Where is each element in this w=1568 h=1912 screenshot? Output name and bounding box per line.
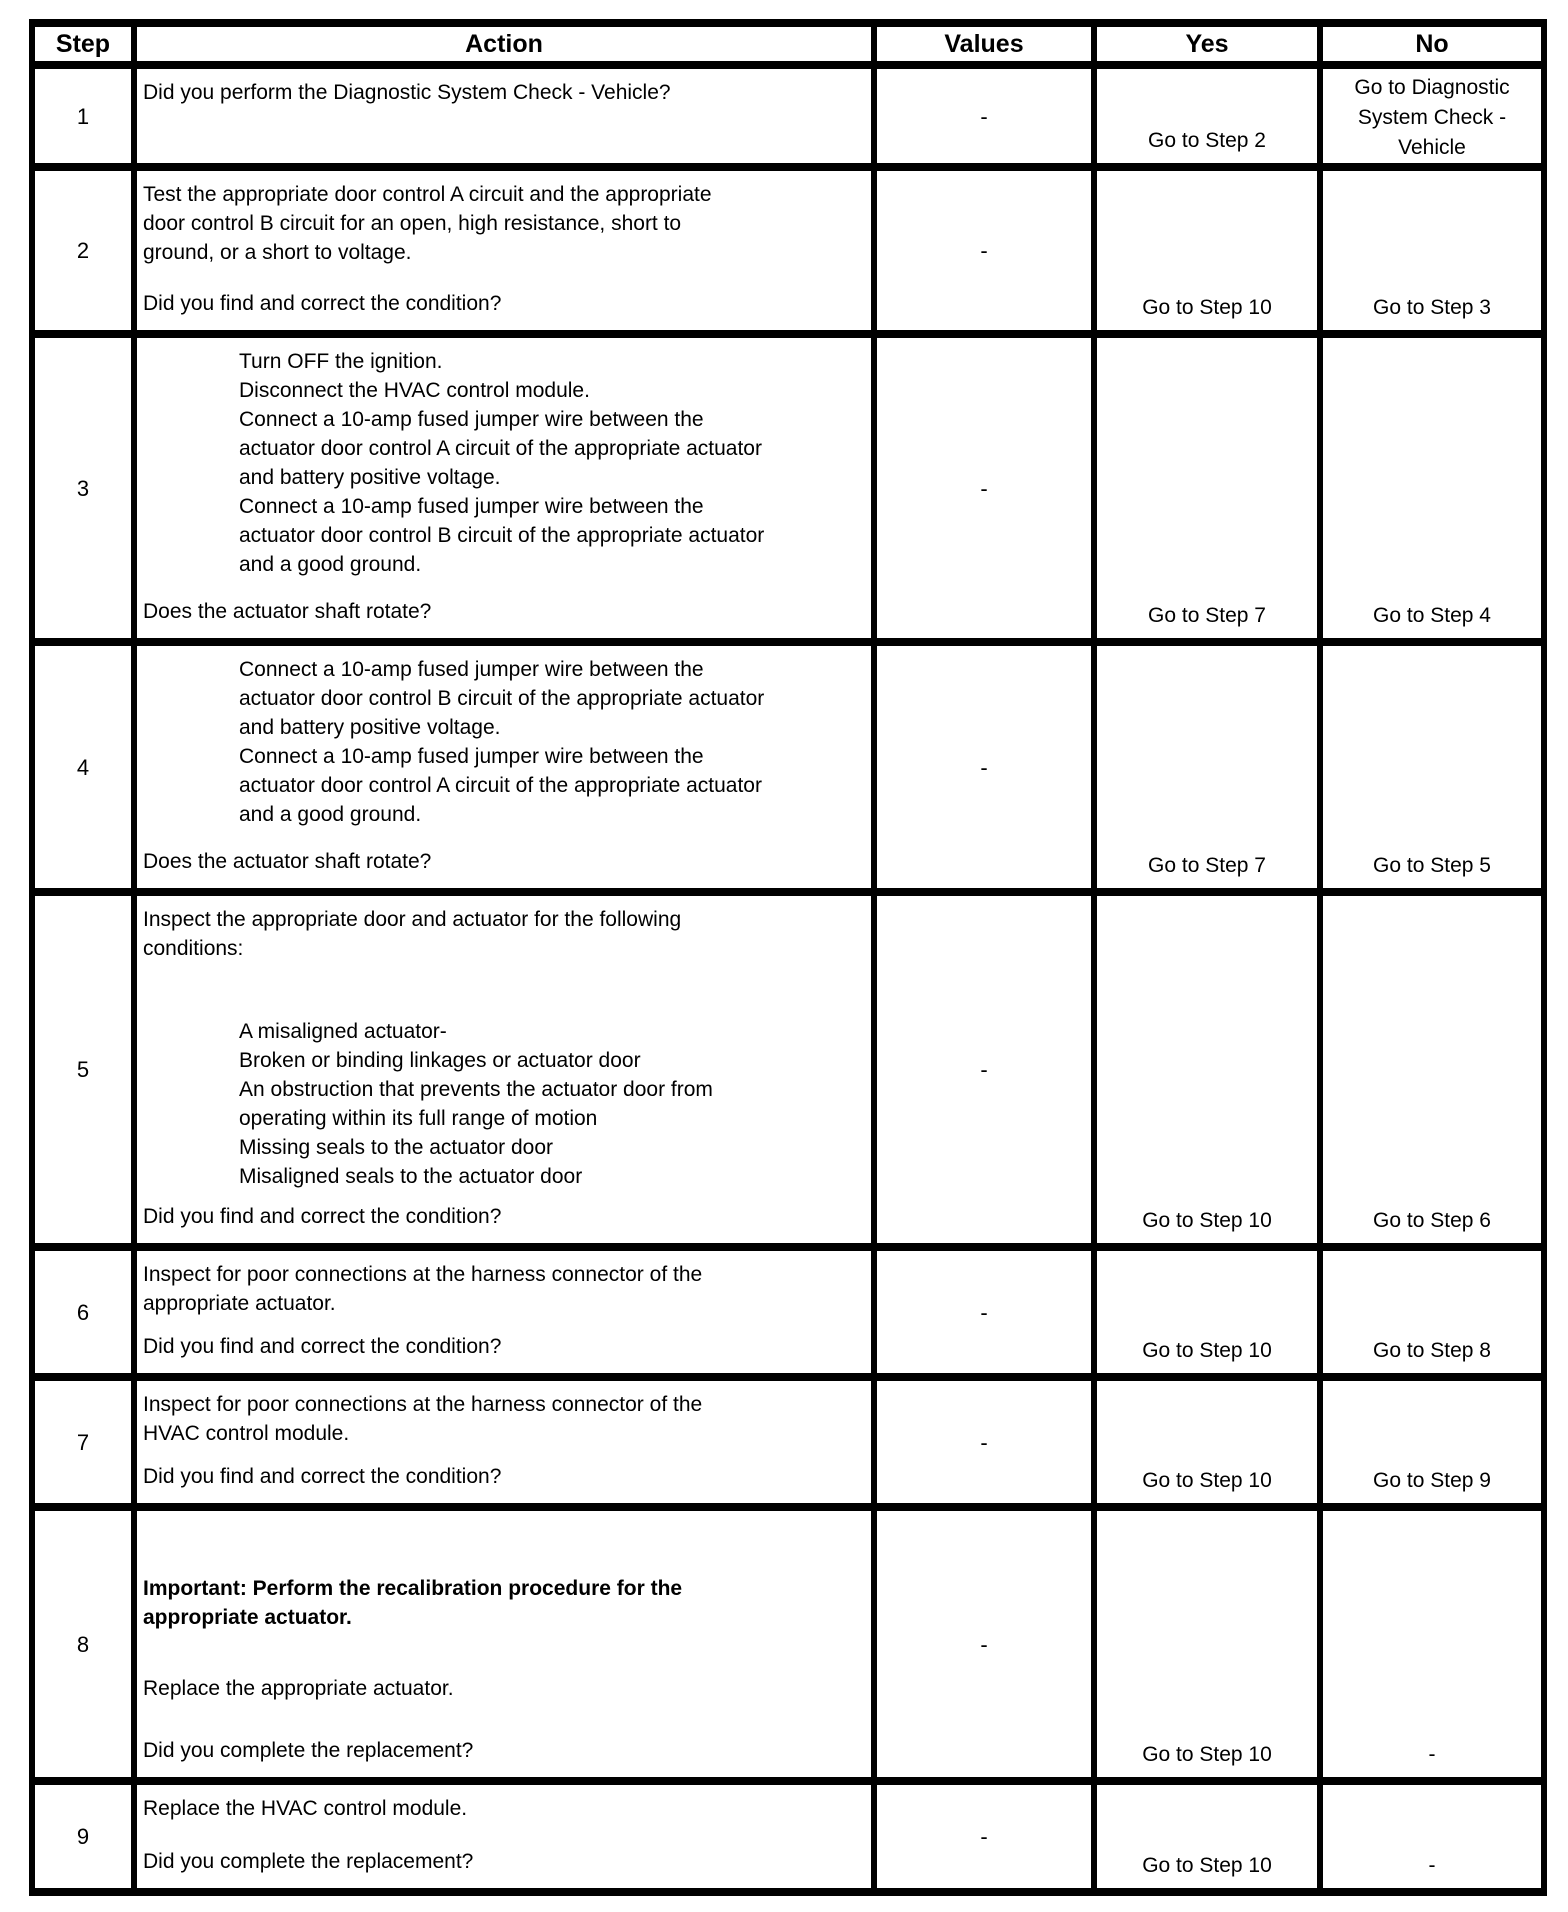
- table-row: [32, 334, 1544, 642]
- action-text-line: Replace the HVAC control module.: [143, 1797, 468, 1820]
- action-cell: [134, 642, 874, 892]
- action-cell-content: [137, 171, 871, 324]
- action-cell: [134, 65, 874, 167]
- table-header-row: [32, 23, 1544, 65]
- action-text-line: actuator door control A circuit of the appropriate actuator: [239, 437, 762, 460]
- table-row: [32, 1377, 1544, 1507]
- values-cell: [874, 892, 1094, 1247]
- action-list-block: [143, 655, 867, 829]
- no-cell: [1320, 1247, 1544, 1377]
- action-cell: [134, 1377, 874, 1507]
- yes-instruction: Go to Step 10: [1142, 296, 1272, 319]
- step-cell: [32, 65, 134, 167]
- values-cell: [874, 167, 1094, 334]
- action-para-block: [143, 180, 867, 267]
- step-cell: [32, 1377, 134, 1507]
- table-row: [32, 1781, 1544, 1892]
- yes-instruction: Go to Step 2: [1148, 129, 1266, 152]
- action-text-line: Disconnect the HVAC control module.: [239, 379, 590, 402]
- step-number: 8: [76, 1631, 90, 1657]
- header-action: Action: [134, 23, 874, 65]
- action-text-line: Inspect the appropriate door and actuator for the following: [143, 908, 682, 931]
- action-cell-content: [137, 1785, 871, 1882]
- values-cell: [874, 1247, 1094, 1377]
- action-text-line: and a good ground.: [239, 553, 422, 576]
- yes-cell: [1094, 1377, 1320, 1507]
- no-instruction: -: [1428, 1854, 1436, 1877]
- table-row: [32, 167, 1544, 334]
- action-cell: [134, 892, 874, 1247]
- yes-instruction: Go to Step 7: [1148, 854, 1266, 877]
- values-dash: -: [980, 1299, 988, 1325]
- values-cell: [874, 1377, 1094, 1507]
- step-cell: [32, 167, 134, 334]
- action-text-line: operating within its full range of motion: [239, 1107, 598, 1130]
- yes-instruction: Go to Step 10: [1142, 1339, 1272, 1362]
- values-dash: -: [980, 754, 988, 780]
- action-cell-content: [137, 1381, 871, 1497]
- step-number: 6: [76, 1299, 90, 1325]
- yes-cell: [1094, 334, 1320, 642]
- no-instruction: Go to Step 9: [1373, 1469, 1491, 1492]
- yes-instruction: Go to Step 10: [1142, 1469, 1272, 1492]
- yes-cell: [1094, 1507, 1320, 1781]
- step-cell: [32, 1247, 134, 1377]
- action-question: Does the actuator shaft rotate?: [143, 850, 432, 873]
- step-number: 5: [76, 1057, 90, 1082]
- header-values: Values: [874, 23, 1094, 65]
- table-row: [32, 642, 1544, 892]
- yes-cell: [1094, 642, 1320, 892]
- action-bold-block: [143, 1574, 867, 1632]
- action-question: Did you find and correct the condition?: [143, 1465, 502, 1488]
- action-list-block: [143, 347, 867, 579]
- action-cell-content: [137, 1511, 871, 1771]
- action-text-line: Connect a 10-amp fused jumper wire between the: [239, 658, 704, 681]
- action-para-block: [143, 1794, 867, 1823]
- action-text-line: Connect a 10-amp fused jumper wire between the: [239, 408, 704, 431]
- no-cell: [1320, 1781, 1544, 1892]
- values-dash: -: [980, 103, 988, 129]
- values-cell: [874, 642, 1094, 892]
- action-text-line: Important: Perform the recalibration procedure for the: [143, 1577, 683, 1600]
- action-para-block: [143, 1390, 867, 1448]
- action-cell: [134, 167, 874, 334]
- action-cell-content: [137, 896, 871, 1237]
- action-text-line: Connect a 10-amp fused jumper wire between the: [239, 495, 704, 518]
- yes-instruction: Go to Step 7: [1148, 604, 1266, 627]
- values-dash: -: [980, 1429, 988, 1455]
- no-instruction: Go to Step 8: [1373, 1339, 1491, 1362]
- values-cell: [874, 334, 1094, 642]
- action-text-line: and a good ground.: [239, 803, 422, 826]
- action-text-line: Inspect for poor connections at the harness connector of the: [143, 1393, 703, 1416]
- action-cell: [134, 1247, 874, 1377]
- action-text-line: Missing seals to the actuator door: [239, 1136, 553, 1159]
- step-number: 7: [76, 1429, 90, 1455]
- action-text-line: appropriate actuator.: [143, 1606, 352, 1629]
- yes-instruction: Go to Step 10: [1142, 1854, 1272, 1877]
- action-cell: [134, 1507, 874, 1781]
- action-cell-content: [137, 338, 871, 632]
- action-para-block: [143, 905, 867, 963]
- no-cell: [1320, 65, 1544, 167]
- action-text-line: A misaligned actuator-: [239, 1020, 447, 1043]
- action-cell: [134, 1781, 874, 1892]
- header-yes: Yes: [1094, 23, 1320, 65]
- no-cell: [1320, 892, 1544, 1247]
- yes-instruction: Go to Step 10: [1142, 1743, 1272, 1766]
- no-instruction: Go to Step 3: [1373, 296, 1491, 319]
- step-number: 1: [76, 103, 90, 129]
- step-number: 3: [76, 475, 90, 501]
- header-no: No: [1320, 23, 1544, 65]
- no-instruction: Go to Step 6: [1373, 1209, 1491, 1232]
- action-cell-content: [137, 69, 871, 157]
- step-number: 9: [76, 1824, 90, 1849]
- action-text-line: Turn OFF the ignition.: [239, 350, 443, 373]
- step-cell: [32, 642, 134, 892]
- action-question: Did you find and correct the condition?: [143, 1335, 502, 1358]
- action-text-line: Misaligned seals to the actuator door: [239, 1165, 583, 1188]
- step-cell: [32, 1507, 134, 1781]
- no-cell: [1320, 334, 1544, 642]
- table-row: [32, 1507, 1544, 1781]
- no-instruction-line: Vehicle: [1398, 136, 1466, 159]
- table-body: [32, 65, 1544, 1892]
- values-cell: [874, 1507, 1094, 1781]
- step-number: 2: [76, 238, 90, 263]
- action-text-line: Inspect for poor connections at the harness connector of the: [143, 1263, 703, 1286]
- action-text-line: and battery positive voltage.: [239, 466, 501, 489]
- values-dash: -: [980, 1631, 988, 1657]
- values-dash: -: [980, 475, 988, 501]
- action-text-line: appropriate actuator.: [143, 1292, 336, 1315]
- action-text-line: actuator door control B circuit of the appropriate actuator: [239, 687, 765, 710]
- yes-cell: [1094, 167, 1320, 334]
- action-text-line: actuator door control A circuit of the appropriate actuator: [239, 774, 762, 797]
- yes-instruction: Go to Step 10: [1142, 1209, 1272, 1232]
- yes-cell: [1094, 65, 1320, 167]
- action-text-line: actuator door control B circuit of the appropriate actuator: [239, 524, 765, 547]
- table-row: [32, 892, 1544, 1247]
- action-text-line: Connect a 10-amp fused jumper wire between the: [239, 745, 704, 768]
- no-instruction-line: System Check -: [1357, 106, 1507, 129]
- no-cell: [1320, 642, 1544, 892]
- action-para-block: [143, 1674, 867, 1703]
- action-text-line: HVAC control module.: [143, 1422, 350, 1445]
- action-question: Did you complete the replacement?: [143, 1739, 474, 1762]
- action-question: Did you find and correct the condition?: [143, 1205, 502, 1228]
- yes-cell: [1094, 1247, 1320, 1377]
- table-row: [32, 65, 1544, 167]
- no-cell: [1320, 1377, 1544, 1507]
- step-number: 4: [76, 754, 90, 780]
- action-cell-content: [137, 1251, 871, 1367]
- action-text-line: Test the appropriate door control A circuit and the appropriate: [143, 183, 712, 206]
- action-text-line: An obstruction that prevents the actuator door from: [239, 1078, 713, 1101]
- action-para-block: [143, 1260, 867, 1318]
- action-question: Did you perform the Diagnostic System Check - Vehicle?: [143, 81, 671, 104]
- values-dash: -: [980, 238, 988, 263]
- step-cell: [32, 334, 134, 642]
- action-text-line: Replace the appropriate actuator.: [143, 1677, 454, 1700]
- action-question: Did you complete the replacement?: [143, 1850, 474, 1873]
- action-cell: [134, 334, 874, 642]
- action-text-line: and battery positive voltage.: [239, 716, 501, 739]
- values-cell: [874, 65, 1094, 167]
- action-question: Does the actuator shaft rotate?: [143, 600, 432, 623]
- action-text-line: Broken or binding linkages or actuator door: [239, 1049, 641, 1072]
- no-cell: [1320, 1507, 1544, 1781]
- header-step: Step: [32, 23, 134, 65]
- table-row: [32, 1247, 1544, 1377]
- action-text-line: ground, or a short to voltage.: [143, 241, 412, 264]
- values-dash: -: [980, 1824, 988, 1849]
- action-cell-content: [137, 646, 871, 882]
- yes-cell: [1094, 1781, 1320, 1892]
- action-text-line: conditions:: [143, 937, 244, 960]
- action-text-line: door control B circuit for an open, high resistance, short to: [143, 212, 682, 235]
- no-instruction: Go to Step 5: [1373, 854, 1491, 877]
- action-question: Did you find and correct the condition?: [143, 292, 502, 315]
- values-cell: [874, 1781, 1094, 1892]
- values-dash: -: [980, 1057, 988, 1082]
- step-cell: [32, 1781, 134, 1892]
- yes-cell: [1094, 892, 1320, 1247]
- no-instruction: Go to Step 4: [1373, 604, 1491, 627]
- no-instruction: -: [1428, 1743, 1436, 1766]
- action-list-block: [143, 1017, 867, 1191]
- diagnostic-troubleshooting-table: [29, 19, 1547, 1896]
- step-cell: [32, 892, 134, 1247]
- no-cell: [1320, 167, 1544, 334]
- no-instruction-line: Go to Diagnostic: [1354, 76, 1510, 99]
